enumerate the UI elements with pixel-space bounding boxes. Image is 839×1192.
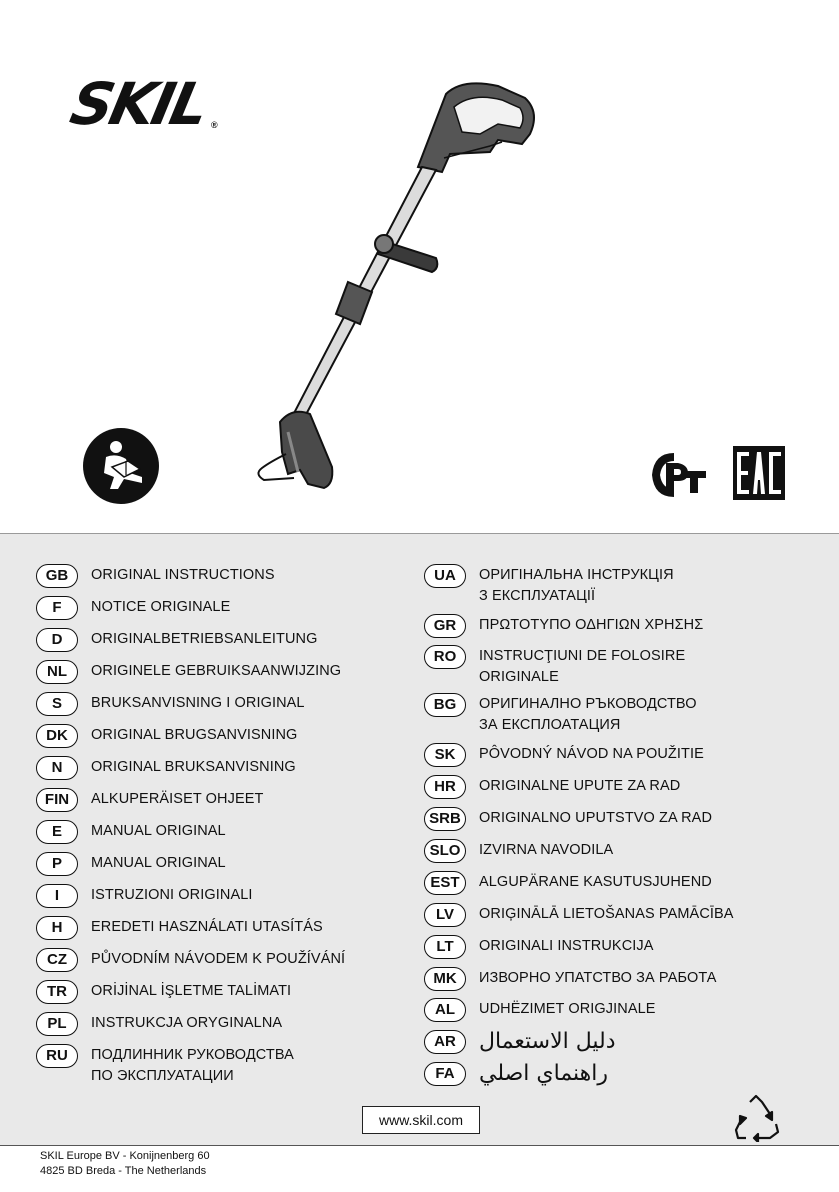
skil-logo xyxy=(64,68,232,140)
language-code-badge: LT xyxy=(424,935,466,959)
language-label: ORIGINALBETRIEBSANLEITUNG xyxy=(91,631,318,647)
language-code-badge: TR xyxy=(36,980,78,1004)
list-item xyxy=(424,693,824,743)
language-code-badge: SLO xyxy=(424,839,466,863)
list-item xyxy=(36,692,416,724)
list-item xyxy=(424,871,824,903)
language-label: ALGUPÄRANE KASUTUSJUHEND xyxy=(479,874,712,890)
list-item xyxy=(424,614,824,645)
language-label: ORIGINAL INSTRUCTIONS xyxy=(91,567,275,583)
language-label: ALKUPERÄISET OHJEET xyxy=(91,791,264,807)
list-item xyxy=(36,884,416,916)
brand-name: SKIL xyxy=(64,70,213,138)
language-label: ISTRUZIONI ORIGINALI xyxy=(91,887,253,903)
language-label xyxy=(479,564,674,607)
language-code-badge: P xyxy=(36,852,78,876)
language-label: ORIGINALNO UPUTSTVO ZA RAD xyxy=(479,810,713,826)
language-label: PÔVODNÝ NÁVOD NA POUŽITIE xyxy=(479,746,704,762)
list-item xyxy=(424,775,824,807)
language-label: ORIGINALNE UPUTE ZA RAD xyxy=(479,778,681,794)
pct-certification-icon xyxy=(648,449,710,501)
language-label: INSTRUKCJA ORYGINALNA xyxy=(91,1015,283,1031)
language-label-line1: ОРИГІНАЛЬНА ІНСТРУКЦІЯ xyxy=(479,567,674,583)
list-item xyxy=(36,980,416,1012)
list-item xyxy=(424,935,824,967)
list-item xyxy=(36,852,416,884)
recycle-icon xyxy=(732,1094,782,1142)
language-code-badge: BG xyxy=(424,693,466,717)
list-item xyxy=(36,628,416,660)
language-code-badge: GB xyxy=(36,564,78,588)
language-label-line2: З ЕКСПЛУАТАЦІЇ xyxy=(479,588,596,604)
language-list-right xyxy=(424,564,824,1094)
company-address-line1: SKIL Europe BV - Konijnenberg 60 xyxy=(40,1150,210,1162)
language-label-line2: ПО ЭКСПЛУАТАЦИИ xyxy=(91,1068,234,1084)
language-label: ORIGINALI INSTRUKCIJA xyxy=(479,938,654,954)
footer xyxy=(0,1145,839,1192)
language-code-badge: SK xyxy=(424,743,466,767)
language-list-left xyxy=(36,564,416,1092)
language-label-line1: INSTRUCŢIUNI DE FOLOSIRE xyxy=(479,648,686,664)
language-label xyxy=(479,645,685,688)
language-code-badge: NL xyxy=(36,660,78,684)
language-label: MANUAL ORIGINAL xyxy=(91,823,226,839)
language-label-line1: ПОДЛИННИК РУКОВОДСТВА xyxy=(91,1047,294,1063)
list-item xyxy=(424,807,824,839)
language-code-badge: D xyxy=(36,628,78,652)
language-label xyxy=(479,693,697,736)
cover-top xyxy=(0,0,839,533)
language-label: ΠΡΩΤΟΤΥΠΟ ΟΔΗΓΙΩΝ ΧΡΗΣΗΣ xyxy=(479,617,704,633)
list-item xyxy=(36,916,416,948)
language-code-badge: N xyxy=(36,756,78,780)
list-item xyxy=(424,1030,824,1062)
language-code-badge: DK xyxy=(36,724,78,748)
language-label: ORIĢINĀLĀ LIETOŠANAS PAMĀCĪBA xyxy=(479,906,734,922)
language-label: UDHËZIMET ORIGJINALE xyxy=(479,1001,656,1017)
language-code-badge: HR xyxy=(424,775,466,799)
language-code-badge: E xyxy=(36,820,78,844)
language-label: BRUKSANVISNING I ORIGINAL xyxy=(91,695,305,711)
language-code-badge: UA xyxy=(424,564,466,588)
language-code-badge: I xyxy=(36,884,78,908)
language-label: MANUAL ORIGINAL xyxy=(91,855,226,871)
list-item xyxy=(36,564,416,596)
list-item xyxy=(424,743,824,775)
eac-certification-icon xyxy=(733,446,785,500)
list-item xyxy=(36,1012,416,1044)
language-code-badge: SRB xyxy=(424,807,466,831)
list-item xyxy=(36,724,416,756)
list-item xyxy=(424,1062,824,1094)
language-code-badge: AR xyxy=(424,1030,466,1054)
list-item xyxy=(424,998,824,1030)
grass-trimmer-illustration xyxy=(240,72,550,512)
language-label: دليل الاستعمال xyxy=(479,1029,616,1054)
language-label-line1: ОРИГИНАЛНО РЪКОВОДСТВО xyxy=(479,696,697,712)
language-label: IZVIRNA NAVODILA xyxy=(479,842,614,858)
language-code-badge: H xyxy=(36,916,78,940)
language-code-badge: S xyxy=(36,692,78,716)
website-link[interactable]: www.skil.com xyxy=(362,1106,480,1134)
list-item xyxy=(424,645,824,693)
language-code-badge: PL xyxy=(36,1012,78,1036)
list-item xyxy=(36,596,416,628)
language-code-badge: GR xyxy=(424,614,466,638)
language-label: ORIGINAL BRUKSANVISNING xyxy=(91,759,296,775)
language-label: ORIGINELE GEBRUIKSAANWIJZING xyxy=(91,663,342,679)
list-item xyxy=(36,820,416,852)
language-label-line2: ЗА ЕКСПЛОАТАЦИЯ xyxy=(479,717,621,733)
language-label: ИЗВОРНО УПАТСТВО ЗА РАБОТА xyxy=(479,970,717,986)
language-code-badge: MK xyxy=(424,967,466,991)
language-label: NOTICE ORIGINALE xyxy=(91,599,231,615)
list-item xyxy=(36,756,416,788)
company-address-line2: 4825 BD Breda - The Netherlands xyxy=(40,1165,207,1177)
list-item xyxy=(36,788,416,820)
language-code-badge: FIN xyxy=(36,788,78,812)
language-code-badge: FA xyxy=(424,1062,466,1086)
language-label: ORİJİNAL İŞLETME TALİMATI xyxy=(91,983,292,999)
language-code-badge: CZ xyxy=(36,948,78,972)
list-item xyxy=(36,948,416,980)
list-item xyxy=(424,564,824,614)
list-item xyxy=(36,1044,416,1092)
list-item xyxy=(424,903,824,935)
language-code-badge: RU xyxy=(36,1044,78,1068)
language-code-badge: RO xyxy=(424,645,466,669)
list-item xyxy=(424,839,824,871)
language-label: EREDETI HASZNÁLATI UTASÍTÁS xyxy=(91,919,323,935)
list-item xyxy=(424,967,824,998)
language-label xyxy=(91,1044,294,1087)
language-label-line2: ORIGINALE xyxy=(479,669,559,685)
language-label: ORIGINAL BRUGSANVISNING xyxy=(91,727,298,743)
language-label: راهنماي اصلي xyxy=(479,1061,609,1086)
language-code-badge: AL xyxy=(424,998,466,1022)
list-item xyxy=(36,660,416,692)
language-label: PŮVODNÍM NÁVODEM K POUŽÍVÁNÍ xyxy=(91,951,346,967)
language-code-badge: EST xyxy=(424,871,466,895)
registered-mark: ® xyxy=(211,120,218,130)
language-code-badge: LV xyxy=(424,903,466,927)
read-manual-icon xyxy=(82,427,160,505)
language-code-badge: F xyxy=(36,596,78,620)
